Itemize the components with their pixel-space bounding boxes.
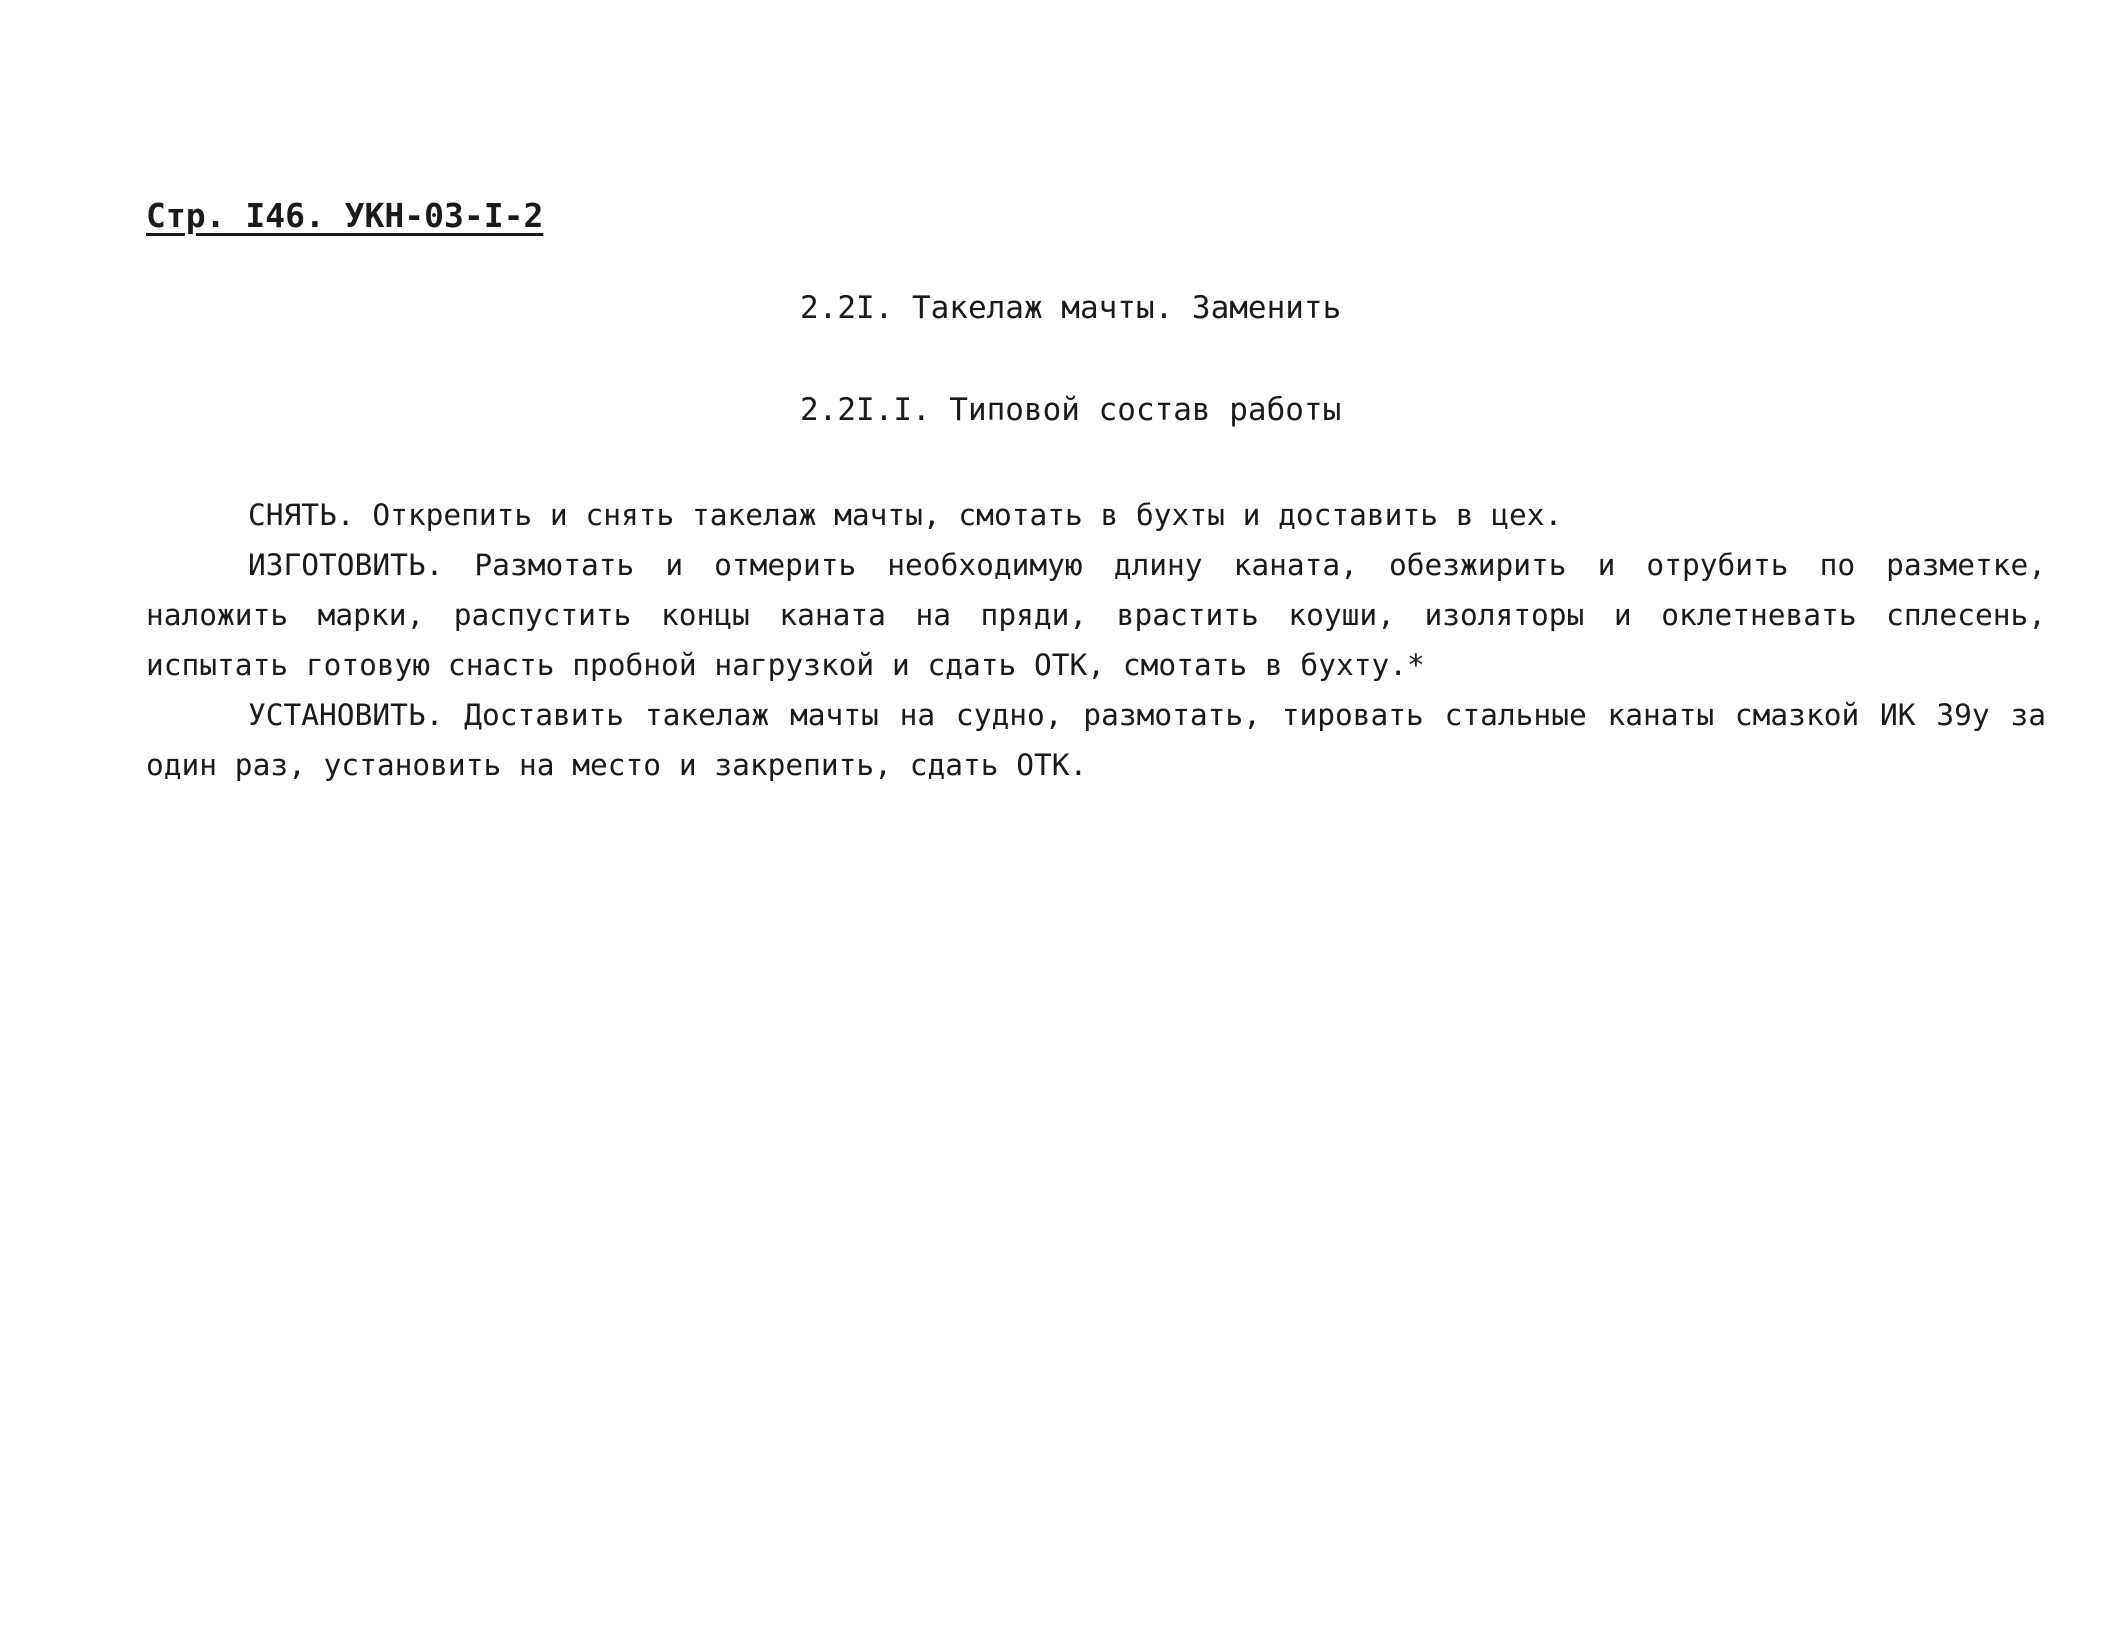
paragraph-manufacture: ИЗГОТОВИТЬ. Размотать и отмерить необходимую длину каната, обезжирить и отрубить по разметке, наложить марки, распустить концы каната на пряди, врастить коуши, изоляторы и оклетневать сплесень, испытать готовую снасть пробной нагрузкой и сдать ОТК, смотать в бухту.* [146, 548, 2046, 682]
section-title: 2.2I. Такелаж мачты. Заменить [800, 290, 1342, 326]
page-reference-header: Стр. I46. УКН-03-I-2 [146, 196, 544, 235]
work-description [146, 490, 2046, 790]
paragraph-remove: СНЯТЬ. Открепить и снять такелаж мачты, смотать в бухты и доставить в цех. [248, 498, 1563, 532]
subsection-title: 2.2I.I. Типовой состав работы [800, 392, 1342, 428]
paragraph-install: УСТАНОВИТЬ. Доставить такелаж мачты на судно, размотать, тировать стальные канаты смазкой ИК 39у за один раз, установить на место и закрепить, сдать ОТК. [146, 698, 2046, 782]
